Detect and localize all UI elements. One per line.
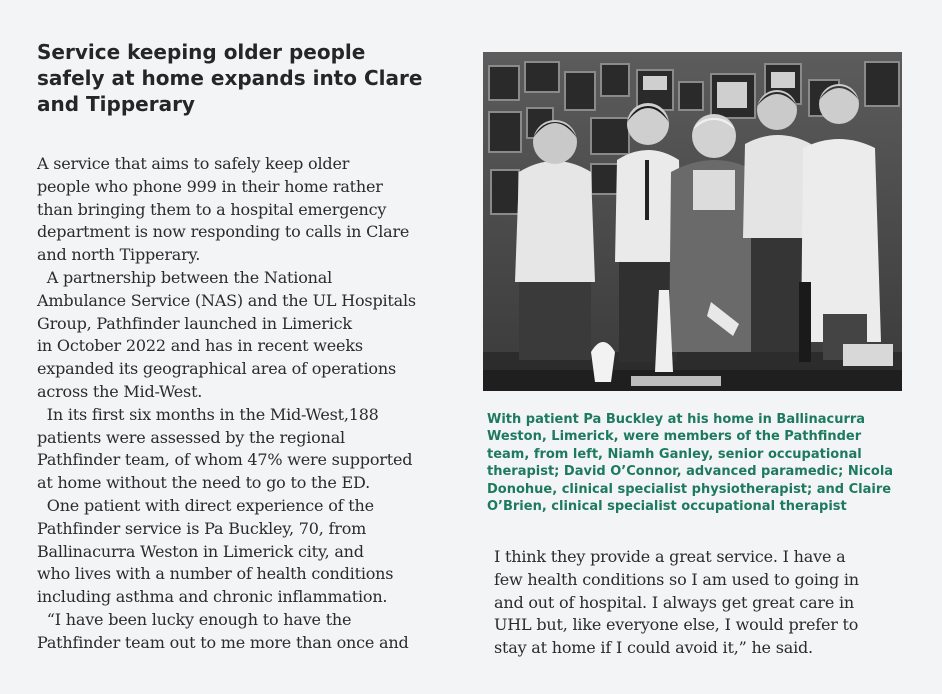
body-line: department is now responding to calls in Clare [37,222,410,242]
body-line: UHL but, like everyone else, I would prefer to [494,615,859,635]
article-body-right-column [494,546,914,660]
body-line: I think they provide a great service. I have a [494,547,846,566]
headline-line: Service keeping older people [37,40,366,64]
body-line: across the Mid-West. [37,381,203,401]
body-line: Group, Pathfinder launched in Limerick [37,313,352,333]
team-photo [483,52,902,391]
body-line: A partnership between the National [37,267,332,287]
body-line: in October 2022 and has in recent weeks [37,336,363,356]
body-line: few health conditions so I am used to going in [494,569,859,589]
body-line: people who phone 999 in their home rather [37,176,383,196]
body-line: expanded its geographical area of operations [37,359,396,379]
body-line: patients were assessed by the regional [37,427,345,447]
photo-caption [487,411,907,515]
body-line: including asthma and chronic inflammation. [37,587,388,607]
body-line: In its first six months in the Mid-West,188 [37,404,379,424]
caption-line: O’Brien, clinical specialist occupational therapist [487,499,847,515]
caption-line: With patient Pa Buckley at his home in Ballinacurra [487,412,866,427]
headline-line: safely at home expands into Clare [37,66,423,90]
team-photo-illustration [483,52,902,391]
body-line: Ballinacurra Weston in Limerick city, and [37,541,364,561]
caption-line: therapist; David O’Connor, advanced paramedic; Nicola [487,464,894,480]
body-line: “I have been lucky enough to have the [37,609,352,629]
body-line: Ambulance Service (NAS) and the UL Hospitals [37,290,416,310]
body-line: One patient with direct experience of the [37,495,374,515]
body-line: and out of hospital. I always get great care in [494,592,855,612]
body-line: who lives with a number of health conditions [37,564,394,584]
headline-line: and Tipperary [37,92,195,116]
caption-line: team, from left, Niamh Ganley, senior occupational [487,446,862,462]
article-headline [37,39,457,117]
caption-line: Weston, Limerick, were members of the Pathfinder [487,429,862,445]
body-line: Pathfinder service is Pa Buckley, 70, from [37,518,367,538]
body-line: stay at home if I could avoid it,” he said. [494,638,813,658]
body-line: Pathfinder team, of whom 47% were supported [37,450,413,470]
article-body-left-column [37,153,457,655]
body-line: at home without the need to go to the ED. [37,473,370,493]
body-line: and north Tipperary. [37,245,201,265]
body-line: Pathfinder team out to me more than once and [37,632,409,652]
body-line: A service that aims to safely keep older [37,154,350,173]
body-line: than bringing them to a hospital emergency [37,199,387,219]
caption-line: Donohue, clinical specialist physiotherapist; and Claire [487,481,892,497]
